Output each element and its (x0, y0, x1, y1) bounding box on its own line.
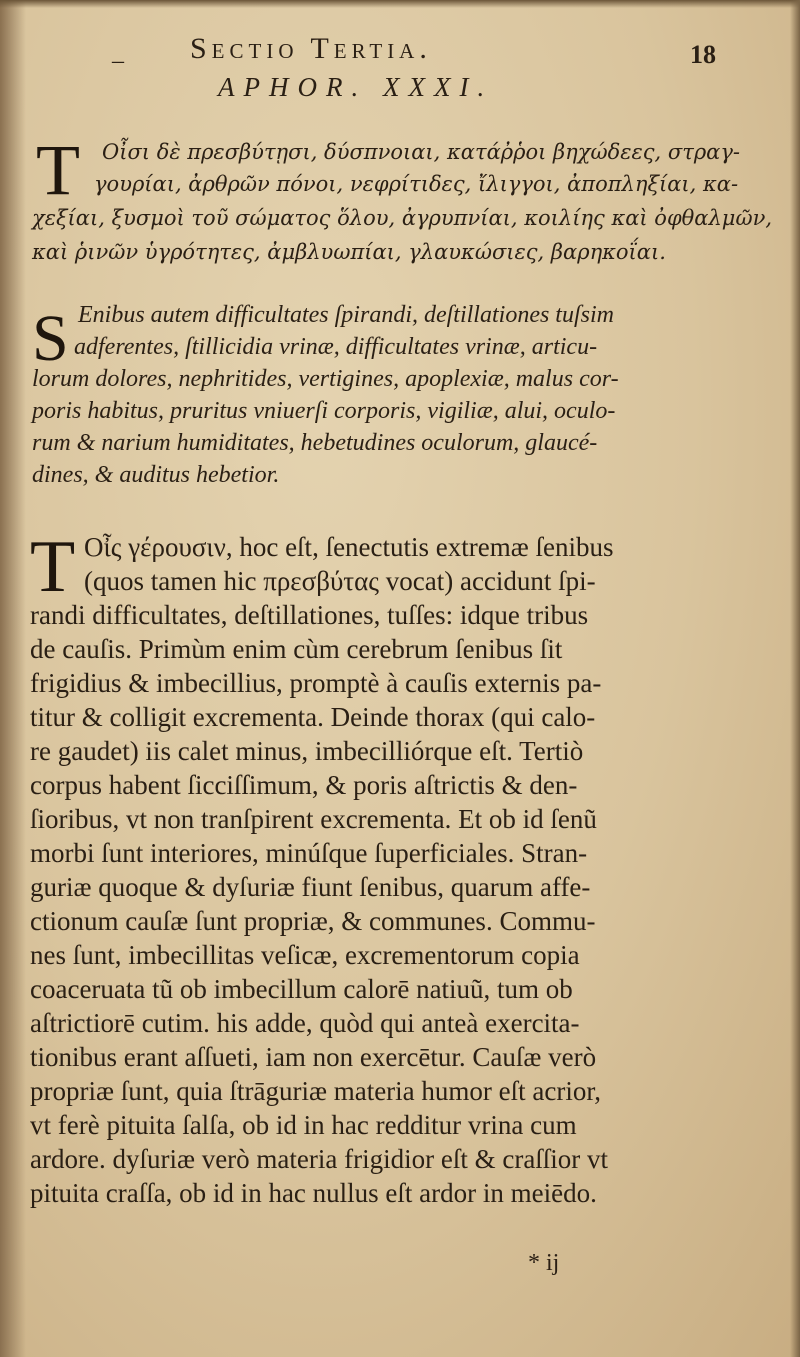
commentary-line: ctionum cauſæ ſunt propriæ, & communes. Commu- (30, 906, 596, 936)
greek-initial: T (36, 130, 80, 210)
greek-line: καὶ ῥινῶν ὑγρότητες, ἀμβλυωπίαι, γλαυκώσιες, βαρηκοΐαι. (32, 240, 666, 264)
latin-line: adferentes, ſtillicidia vrinæ, difficultates vrinæ, articu- (74, 334, 598, 360)
commentary-line: coaceruata tũ ob imbecillum calorē natiuũ, tum ob (30, 974, 573, 1004)
commentary-line: aſtrictiorē cutim. his adde, quòd qui anteà exercita- (30, 1008, 580, 1038)
commentary-line: tionibus erant aſſueti, iam non exercētur. Cauſæ verò (30, 1042, 597, 1072)
running-title: Sectio Tertia. (190, 32, 432, 65)
signature-mark: * ij (528, 1250, 560, 1276)
greek-line: χεξίαι, ξυσμοὶ τοῦ σώματος ὅλου, ἀγρυπνίαι, κοιλίης καὶ ὀφθαλμῶν, (32, 206, 773, 230)
commentary-line: titur & colligit excrementa. Deinde thorax (qui calo- (30, 702, 596, 732)
latin-line: dines, & auditus hebetior. (32, 462, 280, 488)
page-number: 18 (690, 40, 716, 69)
latin-initial: S (32, 302, 69, 375)
latin-line: rum & narium humiditates, hebetudines oculorum, glaucé- (32, 430, 598, 456)
commentary-line: corpus habent ſicciſſimum, & poris aſtrictis & den- (30, 770, 578, 800)
latin-line: Enibus autem difficultates ſpirandi, deſtillationes tuſsim (78, 302, 614, 328)
commentary-line: propriæ ſunt, quia ſtrāguriæ materia humor eſt acrior, (30, 1076, 602, 1106)
latin-line: poris habitus, pruritus vniuerſi corporis, vigiliæ, alui, oculo- (32, 398, 616, 424)
latin-line: lorum dolores, nephritides, vertigines, apoplexiæ, malus cor- (32, 366, 619, 392)
page-header (0, 28, 800, 68)
commentary-line: ardore. dyſuriæ verò materia frigidior eſt & craſſior vt (30, 1144, 609, 1174)
commentary-line: ſioribus, vt non tranſpirent excrementa. Et ob id ſenũ (30, 804, 597, 834)
commentary-line: Οἶς γέρουσιν, hoc eſt, ſenectutis extremæ ſenibus (84, 532, 614, 562)
page-right-edge (790, 0, 800, 1357)
commentary-line: frigidius & imbecillius, promptè à cauſis externis pa- (30, 668, 602, 698)
commentary-line: (quos tamen hic πρεσβύτας vocat) accidunt ſpi- (84, 566, 596, 596)
commentary-line: nes ſunt, imbecillitas veſicæ, excrementorum copia (30, 940, 580, 970)
commentary-line: morbi ſunt interiores, minúſque ſuperficiales. Stran- (30, 838, 588, 868)
commentary-line: re gaudet) iis calet minus, imbecilliórque eſt. Tertiò (30, 736, 584, 766)
commentary-line: randi difficultates, deſtillationes, tuſſes: idque tribus (30, 600, 589, 630)
page-top-edge (0, 0, 800, 8)
commentary-line: guriæ quoque & dyſuriæ fiunt ſenibus, quarum affe- (30, 872, 591, 902)
greek-line: Οἶσι δὲ πρεσβύτῃσι, δύσπνοιαι, κατάῤῥοι βηχώδεες, στραγ- (102, 140, 740, 164)
greek-line: γουρίαι, ἀρθρῶν πόνοι, νεφρίτιδες, ἴλιγγοι, ἀποπληξίαι, κα- (94, 172, 739, 196)
commentary-line: vt ferè pituita ſalſa, ob id in hac redditur vrina cum (30, 1110, 577, 1140)
commentary-initial: T (30, 526, 76, 608)
header-dash: _ (112, 40, 124, 66)
binding-shadow (0, 0, 26, 1357)
commentary-line: pituita craſſa, ob id in hac nullus eſt ardor in meiēdo. (30, 1178, 597, 1208)
aphorism-label: APHOR. XXXI. (218, 72, 494, 102)
commentary-line: de cauſis. Primùm enim cùm cerebrum ſenibus ſit (30, 634, 563, 664)
